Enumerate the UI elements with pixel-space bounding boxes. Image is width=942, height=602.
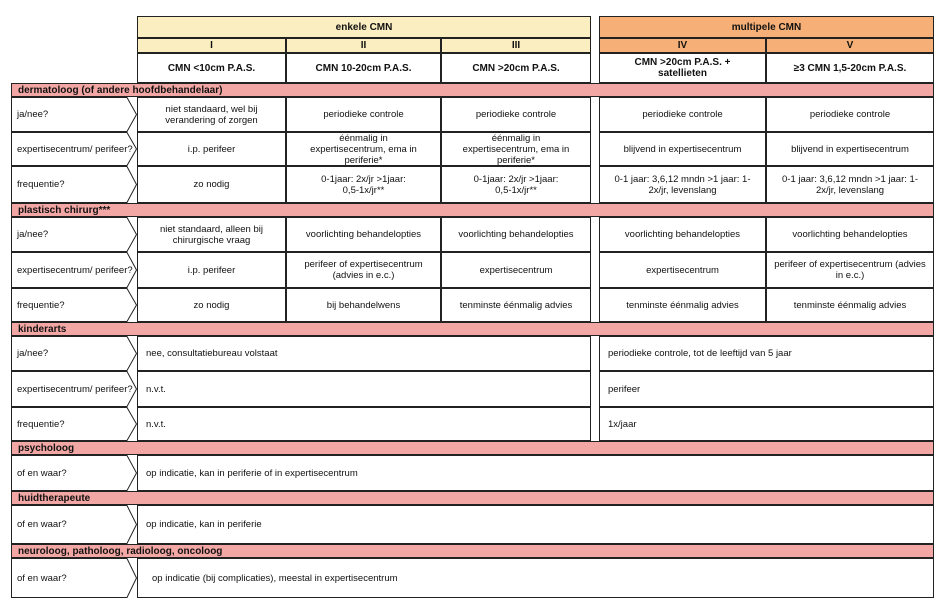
section-header-other-specialists: neuroloog, patholoog, radioloog, oncoloog <box>11 544 934 558</box>
table-cell: perifeer of expertisecentrum (advies in e.c.) <box>766 252 934 288</box>
row-label-text: ja/nee? <box>17 348 49 359</box>
row-label <box>11 217 137 252</box>
size-header-iv: CMN >20cm P.A.S. + satellieten <box>599 53 766 83</box>
table-cell: perifeer <box>599 371 934 407</box>
row-label <box>11 166 137 203</box>
table-cell: voorlichting behandelopties <box>599 217 766 252</box>
table-cell: niet standaard, wel bij verandering of zorgen <box>137 97 286 132</box>
size-header-i: CMN <10cm P.A.S. <box>137 53 286 83</box>
table-cell: op indicatie, kan in periferie <box>137 505 934 544</box>
table-cell: periodieke controle <box>599 97 766 132</box>
table-cell: 0-1jaar: 2x/jr >1jaar: 0,5-1x/jr** <box>286 166 441 203</box>
table-cell: expertisecentrum <box>441 252 591 288</box>
row-label <box>11 288 137 322</box>
row-label-text: frequentie? <box>17 179 65 190</box>
table-cell: periodieke controle, tot de leeftijd van 5 jaar <box>599 336 934 371</box>
row-label <box>11 505 137 544</box>
size-header-iii: CMN >20cm P.A.S. <box>441 53 591 83</box>
row-label-text: expertisecentrum/ perifeer? <box>17 143 133 155</box>
table-cell: 1x/jaar <box>599 407 934 441</box>
table-cell: blijvend in expertisecentrum <box>599 132 766 166</box>
row-label-text: frequentie? <box>17 299 65 311</box>
row-label-text: of en waar? <box>17 467 67 479</box>
table-cell: tenminste éénmalig advies <box>599 288 766 322</box>
row-label-text: expertisecentrum/ perifeer? <box>17 383 133 395</box>
roman-header-iv: IV <box>599 38 766 53</box>
roman-header-v: V <box>766 38 934 53</box>
section-header-dermatologist: dermatoloog (of andere hoofdbehandelaar) <box>11 83 934 97</box>
section-header-skin-therapist: huidtherapeute <box>11 491 934 505</box>
table-cell: periodieke controle <box>766 97 934 132</box>
table-cell: éénmalig in expertisecentrum, ema in periferie* <box>441 132 591 166</box>
row-label <box>11 371 137 407</box>
table-cell: voorlichting behandelopties <box>286 217 441 252</box>
row-label-text: of en waar? <box>17 519 67 530</box>
row-label-text: ja/nee? <box>17 109 49 120</box>
table-cell: n.v.t. <box>137 407 591 441</box>
table-cell: nee, consultatiebureau volstaat <box>137 336 591 371</box>
section-header-plastic-surgeon: plastisch chirurg*** <box>11 203 934 217</box>
row-label-text: frequentie? <box>17 418 65 430</box>
section-header-psychologist: psycholoog <box>11 441 934 455</box>
row-label <box>11 455 137 491</box>
section-header-pediatrician: kinderarts <box>11 322 934 336</box>
table-cell: zo nodig <box>137 288 286 322</box>
group-header-single: enkele CMN <box>137 16 591 38</box>
row-label <box>11 407 137 441</box>
row-label <box>11 336 137 371</box>
group-header-multiple: multipele CMN <box>599 16 934 38</box>
row-label <box>11 252 137 288</box>
row-label <box>11 97 137 132</box>
table-cell: bij behandelwens <box>286 288 441 322</box>
roman-header-i: I <box>137 38 286 53</box>
table-cell: periodieke controle <box>286 97 441 132</box>
table-cell: i.p. perifeer <box>137 132 286 166</box>
table-cell: voorlichting behandelopties <box>766 217 934 252</box>
table-cell: blijvend in expertisecentrum <box>766 132 934 166</box>
table-cell: tenminste éénmalig advies <box>766 288 934 322</box>
table-cell: i.p. perifeer <box>137 252 286 288</box>
table-cell: 0-1jaar: 2x/jr >1jaar: 0,5-1x/jr** <box>441 166 591 203</box>
roman-header-ii: II <box>286 38 441 53</box>
table-cell: op indicatie (bij complicaties), meestal in expertisecentrum <box>137 558 934 598</box>
table-cell: expertisecentrum <box>599 252 766 288</box>
row-label-text: expertisecentrum/ perifeer? <box>17 264 133 276</box>
table-cell: zo nodig <box>137 166 286 203</box>
row-label <box>11 558 137 598</box>
table-cell: éénmalig in expertisecentrum, ema in periferie* <box>286 132 441 166</box>
size-header-ii: CMN 10-20cm P.A.S. <box>286 53 441 83</box>
table-cell: n.v.t. <box>137 371 591 407</box>
table-cell: 0-1 jaar: 3,6,12 mndn >1 jaar: 1-2x/jr, levenslang <box>599 166 766 203</box>
table-cell: periodieke controle <box>441 97 591 132</box>
row-label-text: ja/nee? <box>17 229 49 240</box>
table-cell: perifeer of expertisecentrum (advies in e.c.) <box>286 252 441 288</box>
roman-header-iii: III <box>441 38 591 53</box>
table-cell: 0-1 jaar: 3,6,12 mndn >1 jaar: 1-2x/jr, levenslang <box>766 166 934 203</box>
table-cell: niet standaard, alleen bij chirurgische vraag <box>137 217 286 252</box>
row-label-text: of en waar? <box>17 572 67 584</box>
table-cell: voorlichting behandelopties <box>441 217 591 252</box>
size-header-v: ≥3 CMN 1,5-20cm P.A.S. <box>766 53 934 83</box>
table-cell: tenminste éénmalig advies <box>441 288 591 322</box>
table-cell: op indicatie, kan in periferie of in expertisecentrum <box>137 455 934 491</box>
row-label <box>11 132 137 166</box>
